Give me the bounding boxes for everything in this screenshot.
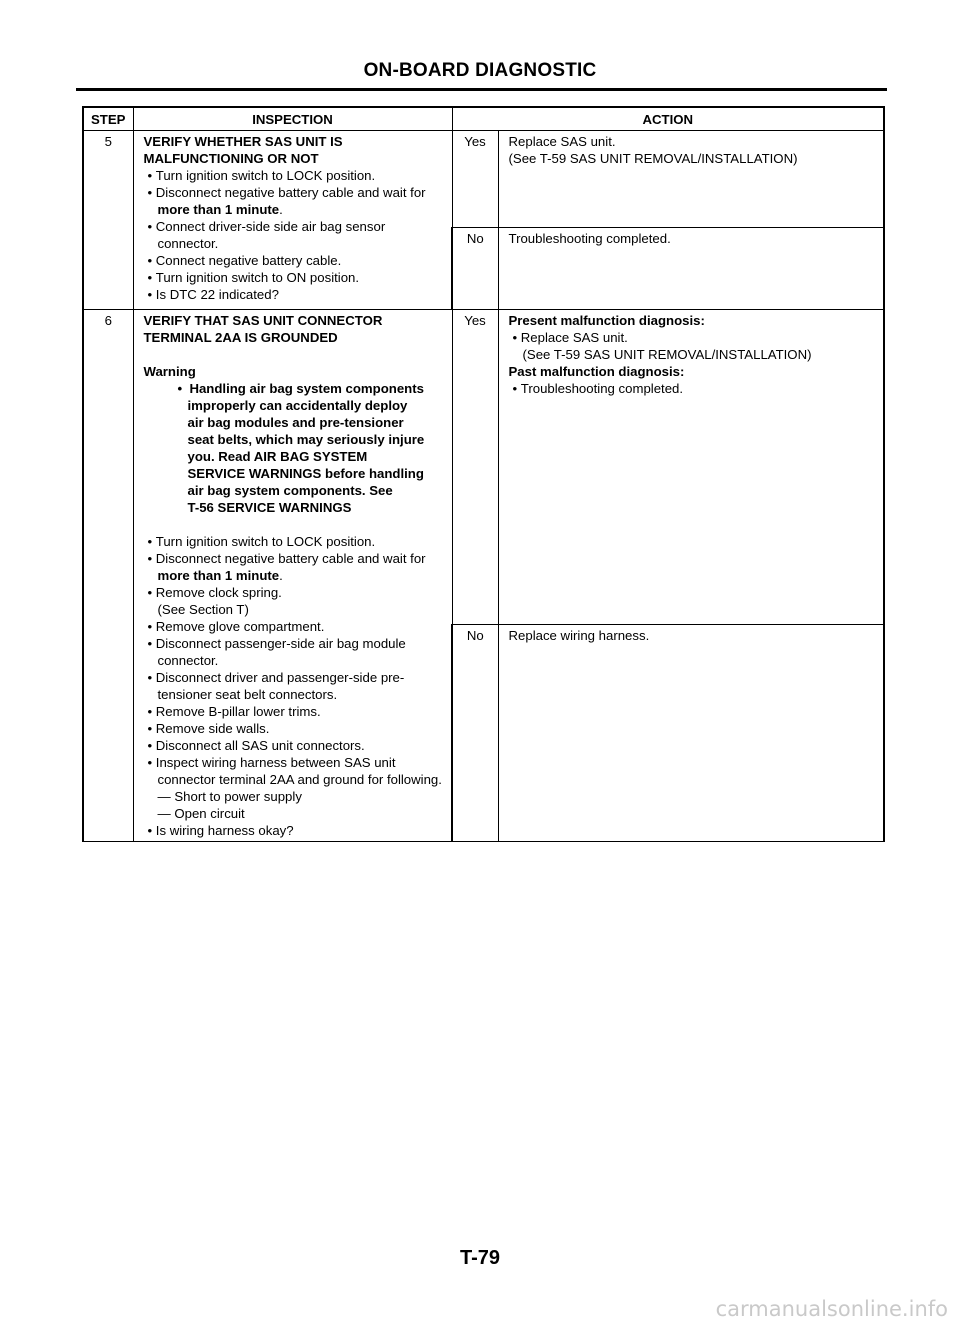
step-title: VERIFY WHETHER SAS UNIT IS xyxy=(143,134,343,149)
list-item: • Connect negative battery cable. xyxy=(144,252,446,269)
warning-line: Handling air bag system components xyxy=(189,381,424,396)
list-item: • Disconnect passenger-side air bag module connector. xyxy=(144,635,446,669)
emphasis-text: more than 1 minute xyxy=(157,568,280,583)
watermark: carmanualsonline.info xyxy=(715,1297,948,1321)
warning-text xyxy=(144,380,446,516)
list-item-text: Disconnect negative battery cable and wait for xyxy=(155,185,426,200)
list-item xyxy=(144,550,446,584)
page-number: T-79 xyxy=(459,1247,501,1269)
action-text: (See T-59 SAS UNIT REMOVAL/INSTALLATION) xyxy=(508,151,798,166)
warning-line: air bag modules and pre-tensioner xyxy=(187,415,404,430)
list-item: • Troubleshooting completed. xyxy=(509,380,878,397)
condition-list xyxy=(144,788,446,822)
list-item-text: Disconnect negative battery cable and wait for xyxy=(155,551,426,566)
table-row xyxy=(83,310,884,625)
list-item: • Remove glove compartment. xyxy=(144,618,446,635)
action-cell xyxy=(498,131,884,228)
list-item-text: Remove clock spring. xyxy=(155,585,282,600)
warning-line: T-56 SERVICE WARNINGS xyxy=(187,500,352,515)
inspection-column-header: INSPECTION xyxy=(133,107,452,131)
step-column-header: STEP xyxy=(83,107,133,131)
list-item-text: Replace SAS unit. xyxy=(520,330,628,345)
list-item-text: . xyxy=(279,568,283,583)
step-title: MALFUNCTIONING OR NOT xyxy=(143,151,319,166)
list-item: • Is wiring harness okay? xyxy=(144,822,446,839)
step-number: 6 xyxy=(83,310,133,842)
list-item: • Connect driver-side side air bag sensor connector. xyxy=(144,218,446,252)
list-item-text: . xyxy=(279,202,283,217)
list-item: — Open circuit xyxy=(158,805,446,822)
list-item: • Inspect wiring harness between SAS unit connector terminal 2AA and ground for following. xyxy=(144,754,446,788)
list-item: • Remove B-pillar lower trims. xyxy=(144,703,446,720)
list-item xyxy=(509,329,878,363)
list-item: • Disconnect driver and passenger-side pre-tensioner seat belt connectors. xyxy=(144,669,446,703)
list-item: • Turn ignition switch to LOCK position. xyxy=(144,533,446,550)
action-cell xyxy=(498,310,884,625)
inspection-list xyxy=(144,822,446,839)
present-diagnosis-title: Present malfunction diagnosis: xyxy=(508,313,705,328)
list-item: • Remove side walls. xyxy=(144,720,446,737)
inspection-list xyxy=(144,167,446,303)
list-item: — Short to power supply xyxy=(158,788,446,805)
past-diagnosis-title: Past malfunction diagnosis: xyxy=(508,364,685,379)
step-title: TERMINAL 2AA IS GROUNDED xyxy=(143,330,338,345)
warning-line: seat belts, which may seriously injure xyxy=(187,432,425,447)
warning-line: SERVICE WARNINGS before handling xyxy=(187,466,424,481)
yes-label: Yes xyxy=(452,131,498,228)
list-item xyxy=(144,184,446,218)
action-text: Troubleshooting completed. xyxy=(508,231,671,246)
no-label: No xyxy=(452,625,498,842)
step-number: 5 xyxy=(83,131,133,310)
emphasis-text: more than 1 minute xyxy=(157,202,280,217)
warning-line: you. Read AIR BAG SYSTEM xyxy=(187,449,368,464)
inspection-cell xyxy=(133,310,452,842)
warning-line: improperly can accidentally deploy xyxy=(187,398,408,413)
warning-title: Warning xyxy=(143,364,196,379)
list-item: • Is DTC 22 indicated? xyxy=(144,286,446,303)
list-item-subtext: (See T-59 SAS UNIT REMOVAL/INSTALLATION) xyxy=(522,347,812,362)
list-item xyxy=(144,584,446,618)
list-item: • Turn ignition switch to ON position. xyxy=(144,269,446,286)
table-header-row xyxy=(83,107,884,131)
action-cell xyxy=(498,228,884,310)
diagnostic-table xyxy=(82,106,885,842)
list-item-subtext: (See Section T) xyxy=(157,602,249,617)
list-item: • Disconnect all SAS unit connectors. xyxy=(144,737,446,754)
page-title: ON-BOARD DIAGNOSTIC xyxy=(363,60,597,81)
warning-line: air bag system components. See xyxy=(187,483,393,498)
title-rule xyxy=(76,88,887,91)
inspection-cell xyxy=(133,131,452,310)
no-label: No xyxy=(452,228,498,310)
inspection-list xyxy=(144,533,446,788)
table-row xyxy=(83,131,884,228)
yes-label: Yes xyxy=(452,310,498,625)
action-column-header: ACTION xyxy=(452,107,884,131)
action-text: Replace wiring harness. xyxy=(508,628,650,643)
step-title: VERIFY THAT SAS UNIT CONNECTOR xyxy=(143,313,383,328)
action-text: Replace SAS unit. xyxy=(508,134,616,149)
action-list xyxy=(509,380,878,397)
action-cell xyxy=(498,625,884,842)
action-list xyxy=(509,329,878,363)
list-item: • Turn ignition switch to LOCK position. xyxy=(144,167,446,184)
